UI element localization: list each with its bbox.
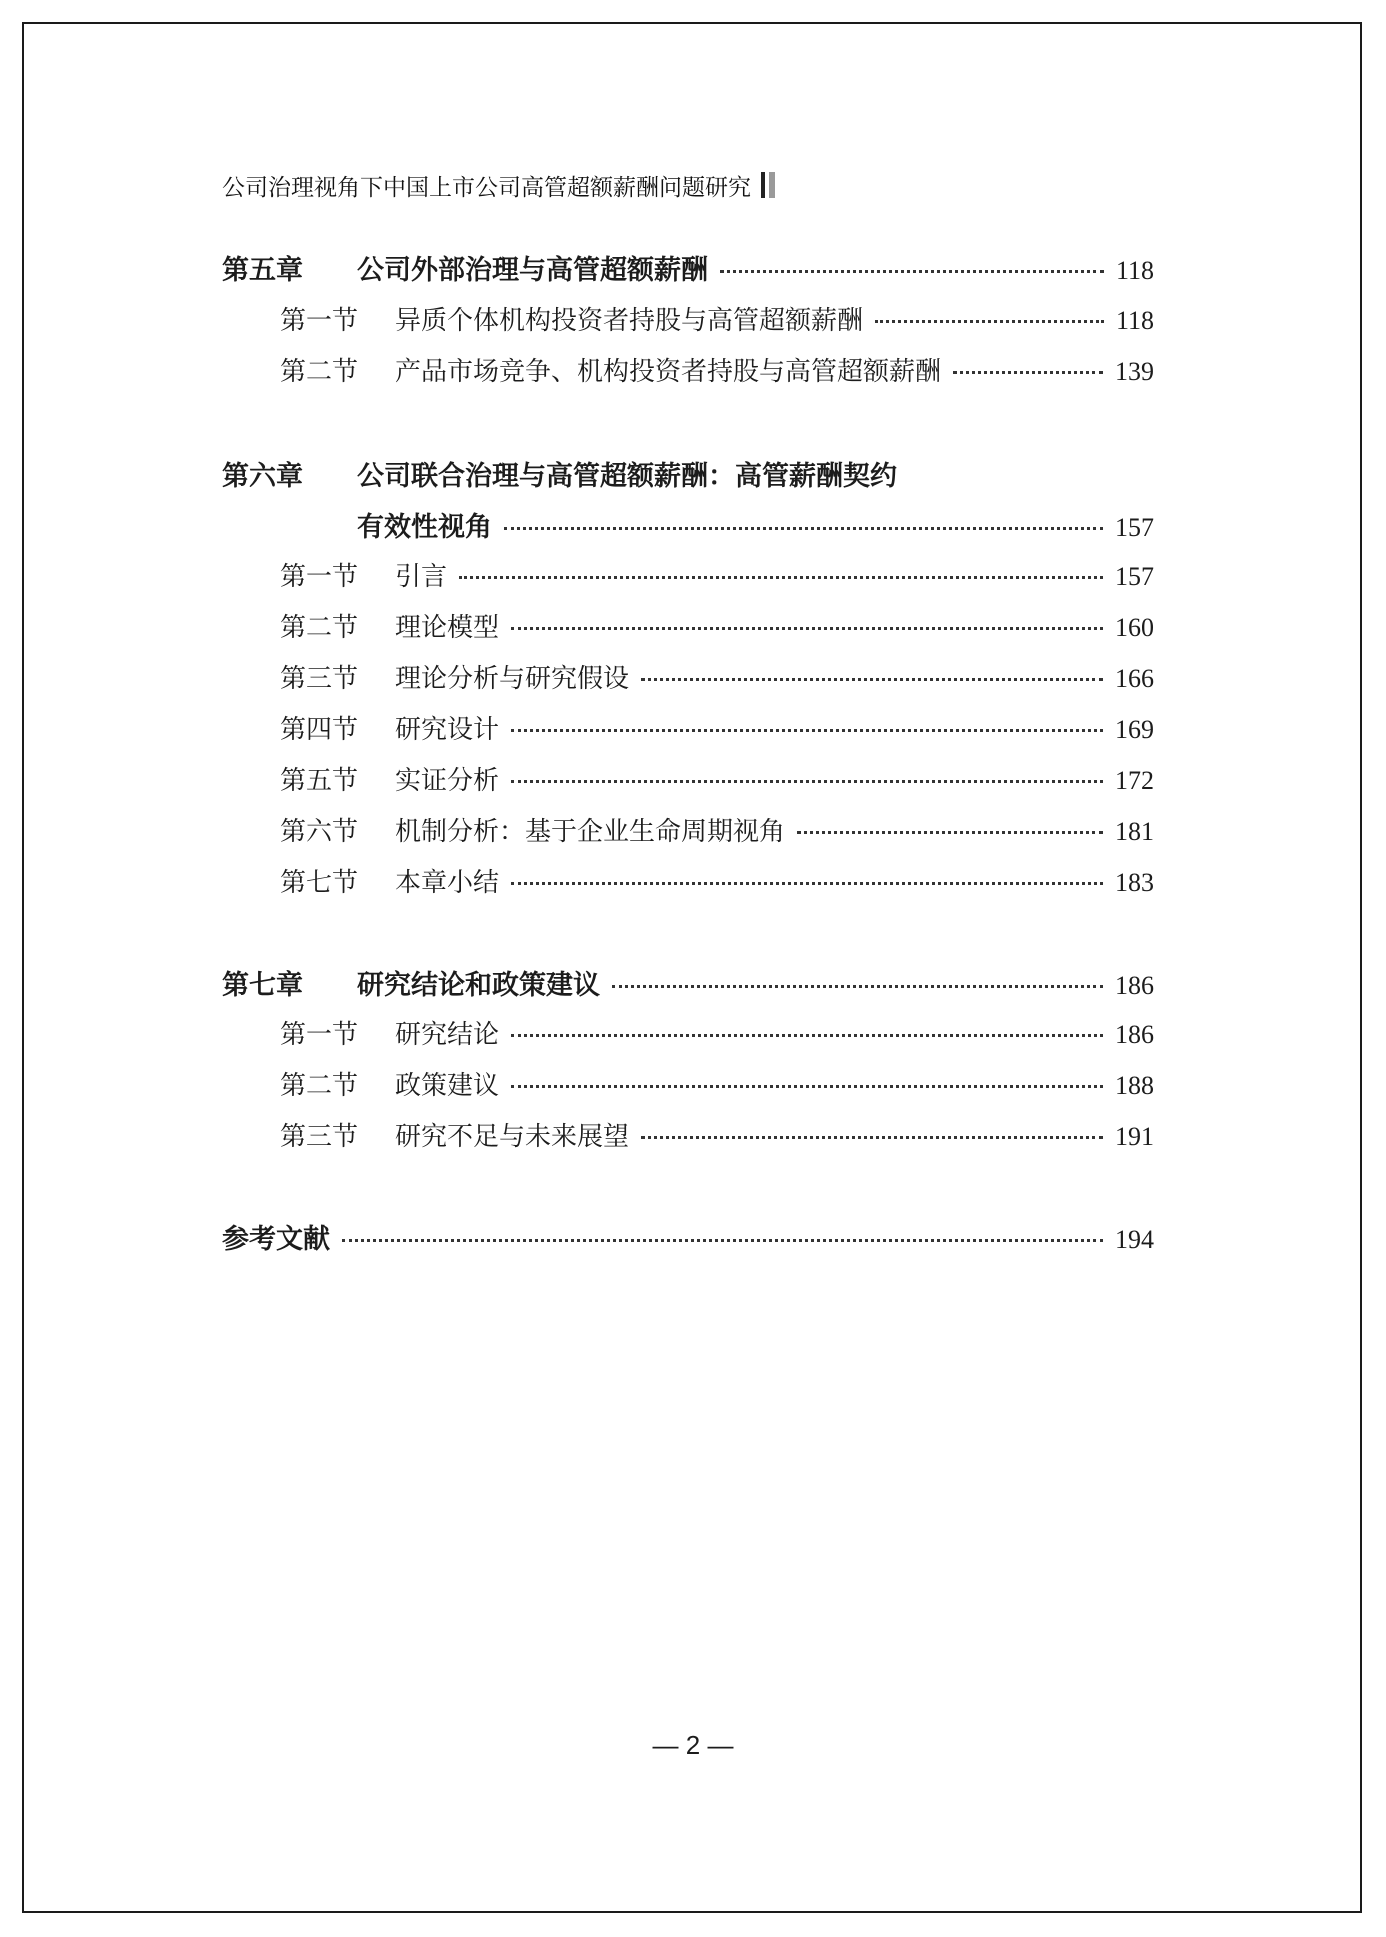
section-number: 第二节 bbox=[280, 1071, 359, 1101]
toc-section[interactable] bbox=[280, 556, 1154, 596]
section-number: 第三节 bbox=[280, 1122, 359, 1152]
toc-section[interactable] bbox=[280, 1116, 1154, 1156]
page-footer-number: — 2 — bbox=[652, 1730, 734, 1760]
header-bar-ornament bbox=[761, 172, 777, 198]
dot-leader bbox=[511, 780, 1103, 783]
toc-section[interactable] bbox=[280, 709, 1154, 749]
chapter-title: 研究结论和政策建议 bbox=[357, 970, 600, 1001]
section-title: 引言 bbox=[395, 562, 448, 592]
section-title: 理论模型 bbox=[395, 613, 500, 643]
section-number: 第一节 bbox=[280, 306, 359, 336]
dot-leader bbox=[720, 270, 1104, 273]
page-number: 118 bbox=[1115, 256, 1154, 285]
dot-leader bbox=[511, 1034, 1103, 1037]
toc-section[interactable] bbox=[280, 607, 1154, 647]
dot-leader bbox=[875, 320, 1104, 323]
dot-leader bbox=[797, 831, 1103, 834]
page-number: 169 bbox=[1115, 715, 1154, 744]
running-header-title: 公司治理视角下中国上市公司高管超额薪酬问题研究 bbox=[222, 174, 751, 201]
chapter-title-line1: 公司联合治理与高管超额薪酬：高管薪酬契约 bbox=[357, 461, 897, 492]
page-number: 157 bbox=[1115, 513, 1154, 542]
toc-section[interactable] bbox=[280, 760, 1154, 800]
toc-section[interactable] bbox=[280, 811, 1154, 851]
dot-leader bbox=[953, 371, 1103, 374]
toc-references[interactable] bbox=[222, 1217, 1154, 1257]
section-number: 第二节 bbox=[280, 357, 359, 387]
dot-leader bbox=[342, 1239, 1103, 1242]
section-number: 第五节 bbox=[280, 766, 359, 796]
toc-chapter-7[interactable] bbox=[222, 963, 1154, 1003]
section-number: 第七节 bbox=[280, 868, 359, 898]
references-title: 参考文献 bbox=[222, 1224, 330, 1255]
page-number: 172 bbox=[1115, 766, 1154, 795]
section-title: 理论分析与研究假设 bbox=[395, 664, 630, 694]
toc-section[interactable] bbox=[280, 658, 1154, 698]
page-number: 160 bbox=[1115, 613, 1154, 642]
dot-leader bbox=[504, 527, 1103, 530]
toc-section[interactable] bbox=[280, 1014, 1154, 1054]
dot-leader bbox=[511, 627, 1103, 630]
dot-leader bbox=[641, 678, 1103, 681]
page-number: 118 bbox=[1115, 306, 1154, 335]
section-title: 本章小结 bbox=[395, 868, 500, 898]
dot-leader bbox=[612, 985, 1103, 988]
section-title: 实证分析 bbox=[395, 766, 500, 796]
section-title: 研究不足与未来展望 bbox=[395, 1122, 630, 1152]
dot-leader bbox=[511, 1085, 1103, 1088]
section-title: 机制分析：基于企业生命周期视角 bbox=[395, 817, 786, 847]
toc-section[interactable] bbox=[280, 300, 1154, 340]
chapter-number: 第六章 bbox=[222, 461, 303, 492]
toc-section[interactable] bbox=[280, 862, 1154, 902]
running-header bbox=[222, 168, 777, 202]
page-number: 166 bbox=[1115, 664, 1154, 693]
dot-leader bbox=[511, 882, 1103, 885]
section-number: 第二节 bbox=[280, 613, 359, 643]
section-number: 第三节 bbox=[280, 664, 359, 694]
section-number: 第四节 bbox=[280, 715, 359, 745]
page-number: 157 bbox=[1115, 562, 1154, 591]
toc-chapter-6[interactable] bbox=[222, 454, 897, 494]
toc-section[interactable] bbox=[280, 351, 1154, 391]
toc-chapter-5[interactable] bbox=[222, 248, 1154, 288]
page-number: 191 bbox=[1115, 1122, 1154, 1151]
section-title: 政策建议 bbox=[395, 1071, 500, 1101]
page-number: 188 bbox=[1115, 1071, 1154, 1100]
page-number: 194 bbox=[1115, 1225, 1154, 1254]
section-title: 异质个体机构投资者持股与高管超额薪酬 bbox=[395, 306, 864, 336]
toc-section[interactable] bbox=[280, 1065, 1154, 1105]
dot-leader bbox=[511, 729, 1103, 732]
section-title: 研究设计 bbox=[395, 715, 500, 745]
section-title: 产品市场竞争、机构投资者持股与高管超额薪酬 bbox=[395, 357, 942, 387]
page-number: 186 bbox=[1115, 1020, 1154, 1049]
section-number: 第一节 bbox=[280, 562, 359, 592]
chapter-title-line2: 有效性视角 bbox=[357, 512, 492, 543]
section-number: 第六节 bbox=[280, 817, 359, 847]
chapter-number: 第五章 bbox=[222, 255, 303, 286]
dot-leader bbox=[459, 576, 1103, 579]
chapter-title: 公司外部治理与高管超额薪酬 bbox=[357, 255, 708, 286]
chapter-number: 第七章 bbox=[222, 970, 303, 1001]
page-number: 139 bbox=[1115, 357, 1154, 386]
section-number: 第一节 bbox=[280, 1020, 359, 1050]
page-number: 181 bbox=[1115, 817, 1154, 846]
section-title: 研究结论 bbox=[395, 1020, 500, 1050]
dot-leader bbox=[641, 1136, 1103, 1139]
toc-chapter-6-cont[interactable] bbox=[357, 505, 1154, 545]
page-number: 186 bbox=[1115, 971, 1154, 1000]
page-number: 183 bbox=[1115, 868, 1154, 897]
